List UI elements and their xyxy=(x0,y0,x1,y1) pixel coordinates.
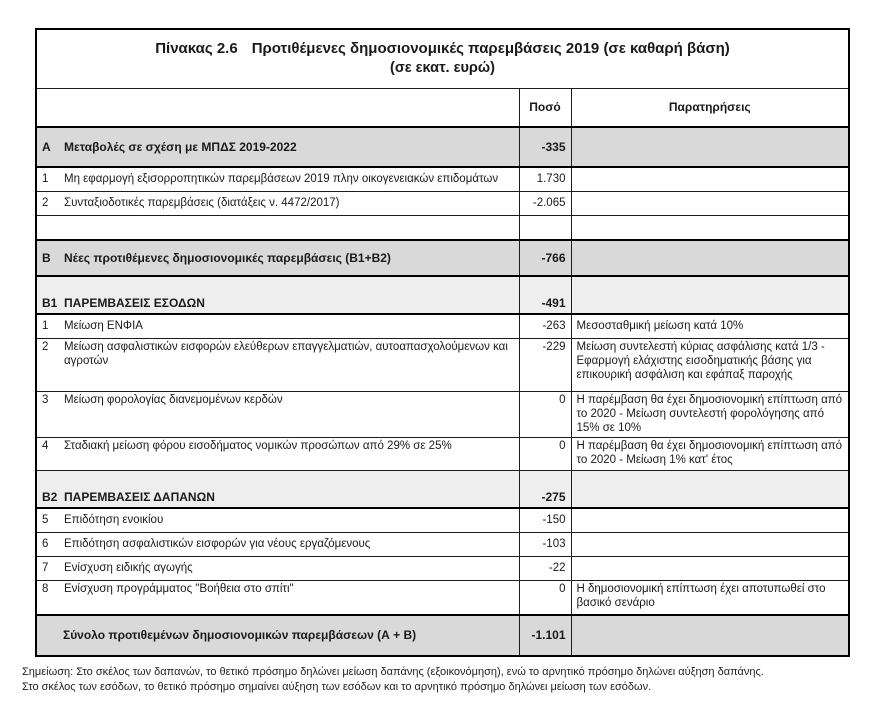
row-description: ΠΑΡΕΜΒΑΣΕΙΣ ΕΣΟΔΩΝ xyxy=(64,295,205,310)
total-row xyxy=(36,615,849,656)
document-page xyxy=(0,28,880,703)
row-description: Μείωση ΕΝΦΙΑ xyxy=(64,319,143,332)
total-remarks xyxy=(571,615,849,656)
section-row-b xyxy=(36,240,849,276)
table-row xyxy=(36,581,849,615)
row-label: 2 xyxy=(42,196,49,209)
footnote-line2: Στο σκέλος των εσόδων, το θετικό πρόσημο σημαίνει αύξηση των εσόδων και το αρνητικό πρόσημο δηλώνει μείωση των εσόδων. xyxy=(22,681,652,694)
row-description: ΠΑΡΕΜΒΑΣΕΙΣ ΔΑΠΑΝΩΝ xyxy=(64,490,215,504)
row-remarks: Μείωση συντελεστή κύριας ασφάλισης κατά 1/3 - Εφαρμογή ελάχιστης εισοδηματικής βάσης για επικουρική ασφάλιση και εφάπαξ παροχής xyxy=(571,339,849,392)
row-amount: -263 xyxy=(519,314,571,339)
table-title-line2: (σε εκατ. ευρώ) xyxy=(390,60,495,77)
row-amount: -491 xyxy=(519,276,571,314)
row-label: Β1 xyxy=(42,295,58,310)
row-remarks xyxy=(571,167,849,192)
table-title xyxy=(36,29,849,89)
row-amount: -103 xyxy=(519,533,571,557)
row-label: 6 xyxy=(42,537,49,550)
row-description: Μείωση ασφαλιστικών εισφορών ελεύθερων επαγγελματιών, αυτοαπασχολούμενων και αγροτών xyxy=(64,341,508,367)
row-label: 5 xyxy=(42,513,49,526)
row-description: Σταδιακή μείωση φόρου εισοδήματος νομικών προσώπων από 29% σε 25% xyxy=(64,440,452,453)
table-header-row xyxy=(36,89,849,128)
row-label: Β xyxy=(42,250,51,265)
row-amount: -335 xyxy=(519,127,571,167)
row-description: Μη εφαρμογή εξισορροπητικών παρεμβάσεων 2019 πλην οικογενειακών επιδομάτων xyxy=(64,172,499,185)
table-row xyxy=(36,192,849,216)
row-label: 3 xyxy=(42,394,49,406)
table-row xyxy=(36,508,849,533)
table-row xyxy=(36,557,849,581)
row-description: Ενίσχυση προγράμματος "Βοήθεια στο σπίτι" xyxy=(64,583,294,596)
subsection-row-b1 xyxy=(36,276,849,314)
row-remarks xyxy=(571,557,849,581)
row-description: Νέες προτιθέμενες δημοσιονομικές παρεμβάσεις (Β1+Β2) xyxy=(64,250,391,265)
row-label: 1 xyxy=(42,172,49,185)
row-amount: -150 xyxy=(519,508,571,533)
row-amount: -229 xyxy=(519,339,571,392)
row-amount: 0 xyxy=(519,392,571,438)
footnote xyxy=(22,665,870,696)
row-label: Β2 xyxy=(42,490,58,504)
row-remarks xyxy=(571,508,849,533)
total-amount: -1.101 xyxy=(519,615,571,656)
row-remarks: Μεσοσταθμική μείωση κατά 10% xyxy=(571,314,849,339)
table-title-text: Προτιθέμενες δημοσιονομικές παρεμβάσεις 2019 (σε καθαρή βάση) xyxy=(251,40,730,58)
table-title-line1 xyxy=(39,40,846,58)
row-label: 4 xyxy=(42,440,49,453)
row-label: 8 xyxy=(42,583,49,596)
row-amount: -2.065 xyxy=(519,192,571,216)
column-header-remarks: Παρατηρήσεις xyxy=(571,89,849,128)
row-description: Επιδότηση ενοικίου xyxy=(64,513,164,526)
row-description: Μεταβολές σε σχέση με ΜΠΔΣ 2019-2022 xyxy=(64,139,297,154)
column-header-description xyxy=(36,89,519,128)
table-row xyxy=(36,167,849,192)
section-row-a xyxy=(36,127,849,167)
table-row xyxy=(36,314,849,339)
row-label: 2 xyxy=(42,341,49,353)
row-remarks xyxy=(571,192,849,216)
row-amount: 1.730 xyxy=(519,167,571,192)
row-description: Επιδότηση ασφαλιστικών εισφορών για νέους εργαζόμενους xyxy=(64,537,371,550)
fiscal-interventions-table xyxy=(35,28,850,657)
row-remarks xyxy=(571,533,849,557)
row-label: Α xyxy=(42,139,51,154)
table-row xyxy=(36,339,849,392)
table-row xyxy=(36,438,849,471)
row-amount: 0 xyxy=(519,438,571,471)
row-remarks xyxy=(571,240,849,276)
row-label: 1 xyxy=(42,319,49,332)
table-row xyxy=(36,392,849,438)
row-remarks: Η παρέμβαση θα έχει δημοσιονομική επίπτωση από το 2020 - Μείωση 1% κατ' έτος xyxy=(571,438,849,471)
footnote-line1: Σημείωση: Στο σκέλος των δαπανών, το θετικό πρόσημο δηλώνει μείωση δαπάνης (εξοικονόμηση), ενώ το αρνητικό πρόσημο δηλώνει αύξηση δαπάνης. xyxy=(22,665,764,678)
row-remarks xyxy=(571,276,849,314)
row-amount: -766 xyxy=(519,240,571,276)
table-row xyxy=(36,533,849,557)
row-remarks xyxy=(571,127,849,167)
row-amount: 0 xyxy=(519,581,571,615)
row-remarks xyxy=(571,471,849,509)
row-description: Μείωση φορολογίας διανεμομένων κερδών xyxy=(64,394,283,406)
row-remarks: Η παρέμβαση θα έχει δημοσιονομική επίπτωση από το 2020 - Μείωση συντελεστή φορολόγησης από 15% σε 10% xyxy=(571,392,849,438)
row-remarks: Η δημοσιονομική επίπτωση έχει αποτυπωθεί στο βασικό σενάριο xyxy=(571,581,849,615)
table-title-row xyxy=(36,29,849,89)
row-amount: -275 xyxy=(519,471,571,509)
row-description: Συνταξιοδοτικές παρεμβάσεις (διατάξεις ν. 4472/2017) xyxy=(64,196,340,209)
row-amount: -22 xyxy=(519,557,571,581)
row-description: Ενίσχυση ειδικής αγωγής xyxy=(64,561,193,574)
subsection-row-b2 xyxy=(36,471,849,509)
spacer-row xyxy=(36,216,849,241)
row-label: 7 xyxy=(42,561,49,574)
total-label: Σύνολο προτιθεμένων δημοσιονομικών παρεμβάσεων (Α + Β) xyxy=(63,628,417,643)
column-header-amount: Ποσό xyxy=(519,89,571,128)
table-number: Πίνακας 2.6 xyxy=(155,40,238,58)
